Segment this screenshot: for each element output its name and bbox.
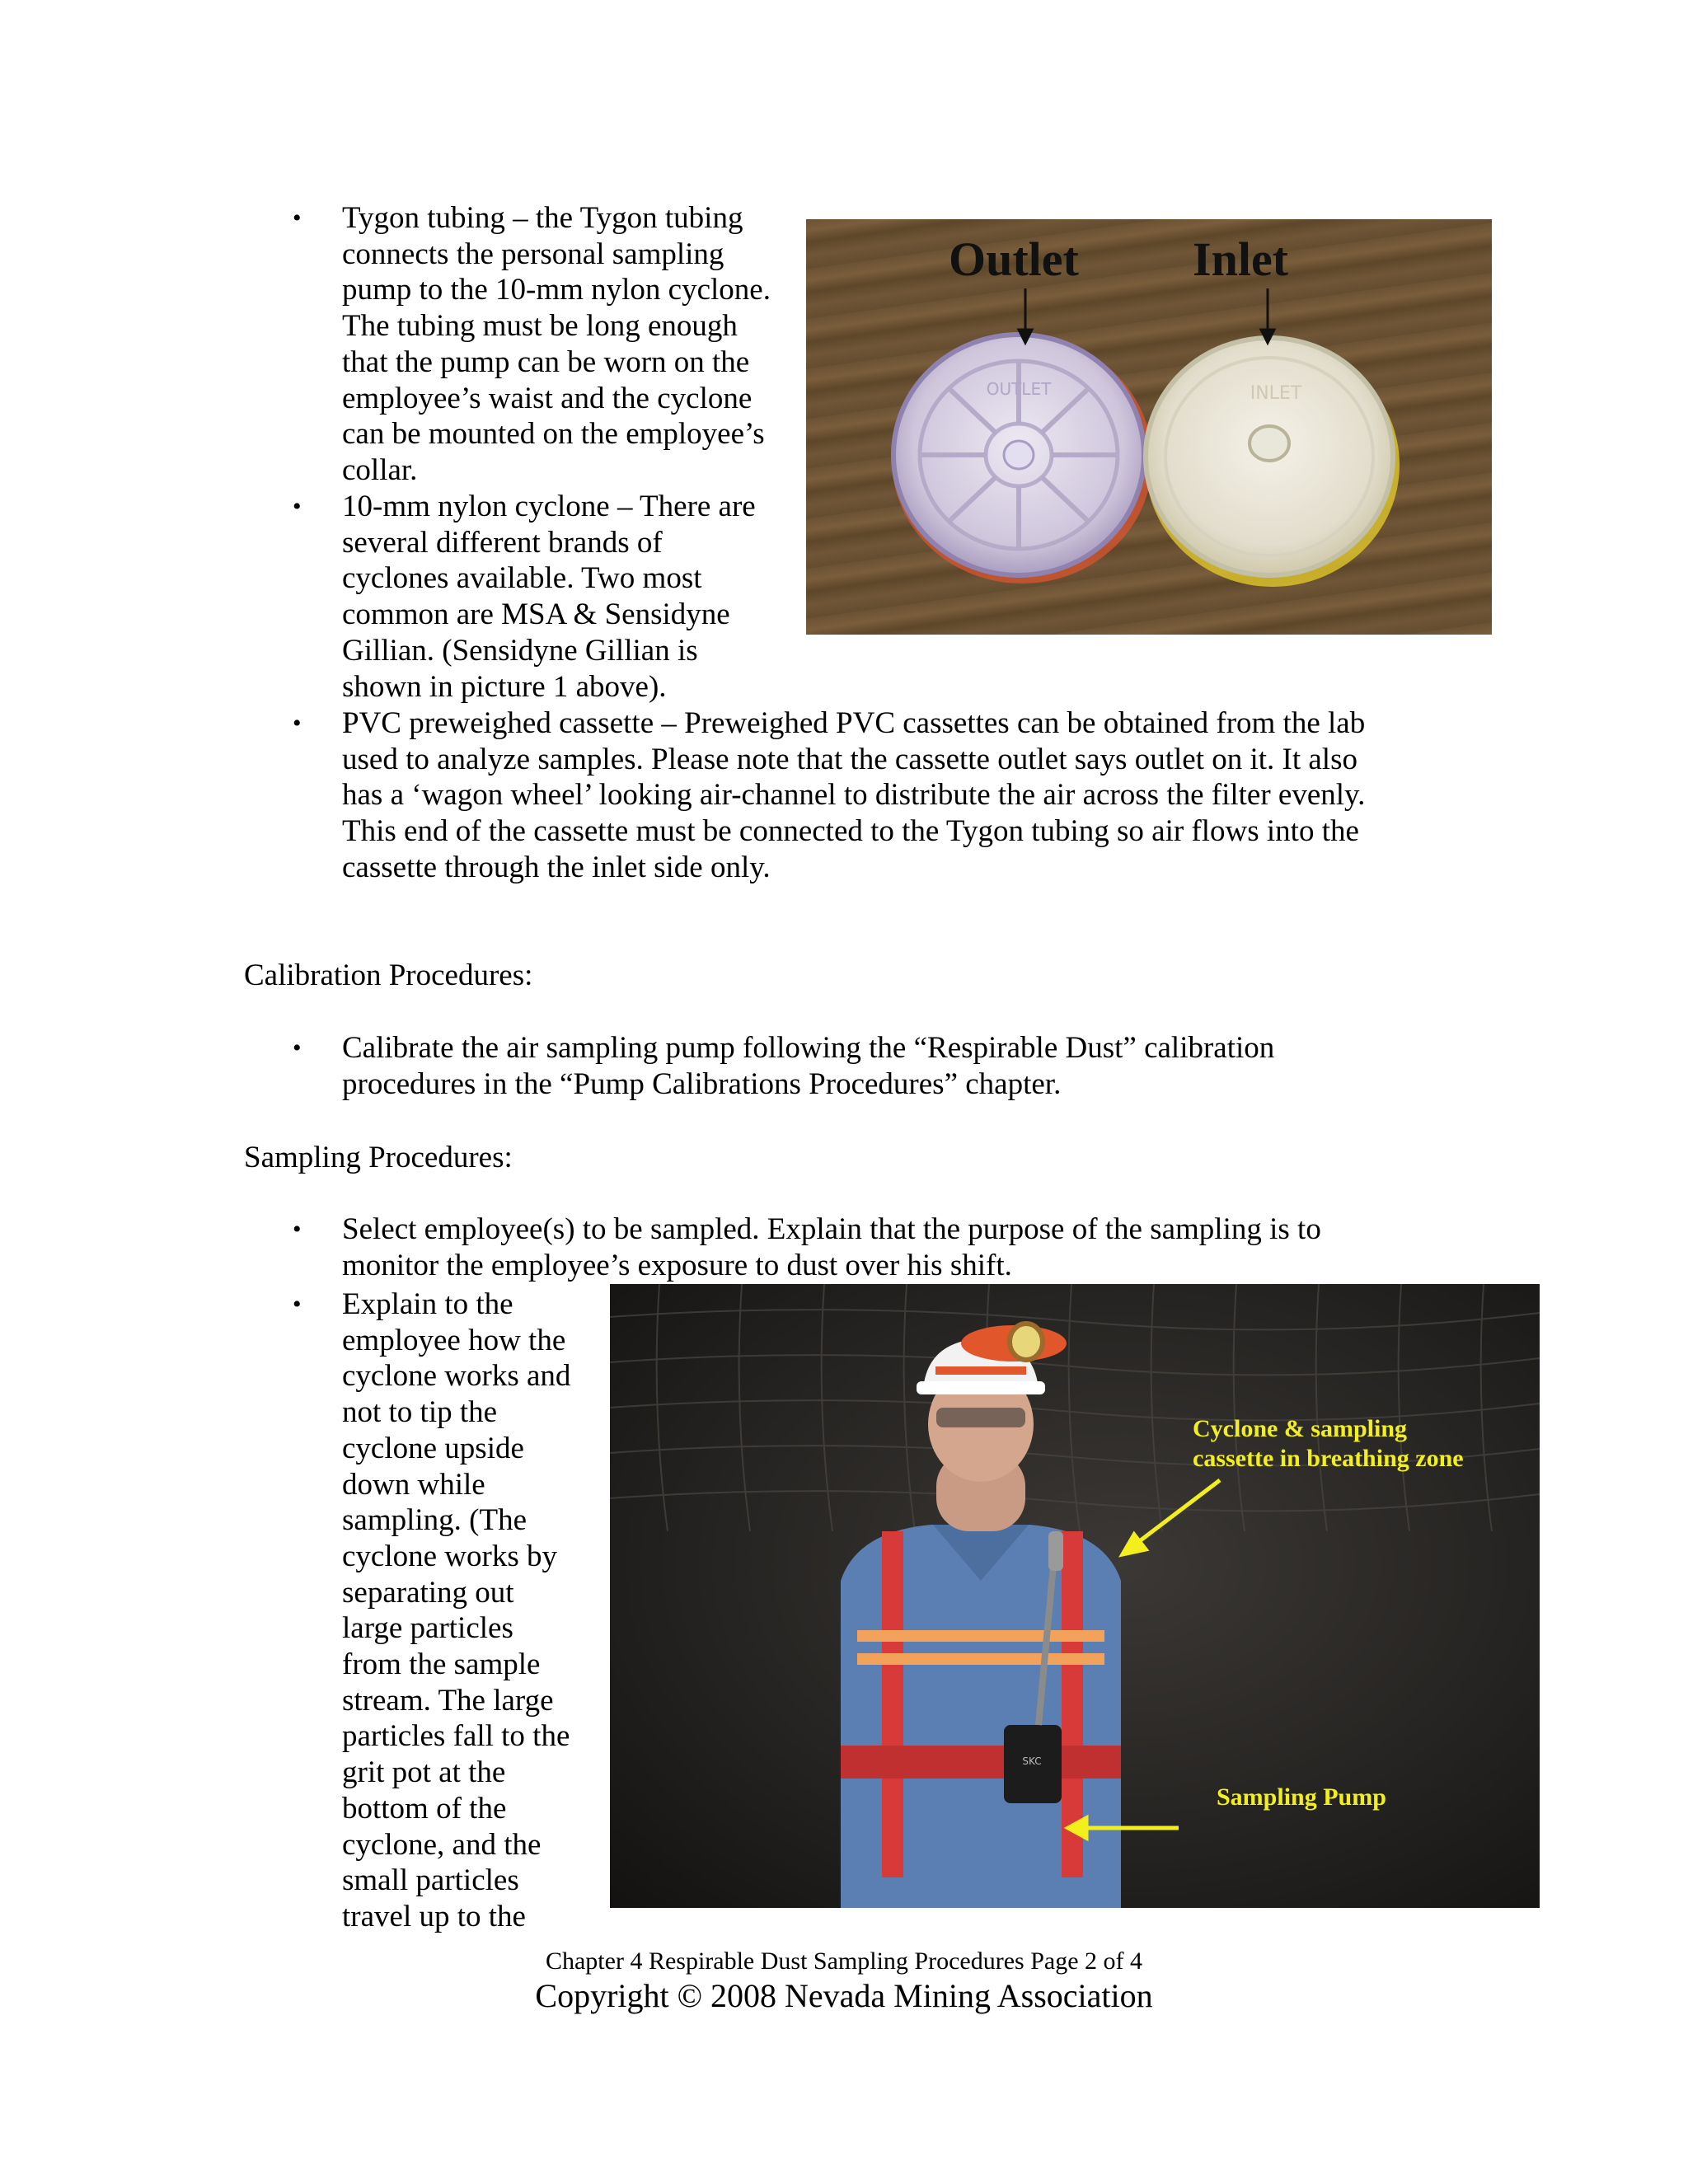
miner-photo [610, 1284, 1540, 1908]
text-line: large particles [342, 1611, 513, 1646]
sampling-heading: Sampling Procedures: [244, 1141, 513, 1174]
text-line: sampling. (The [342, 1503, 528, 1538]
bullet-select-text [342, 1212, 1321, 1283]
text-line: cassette through the inlet side only. [342, 850, 771, 884]
bullet-cyclone-marker: • [293, 493, 302, 520]
inlet-label: Inlet [1193, 232, 1288, 286]
caption-line: Cyclone & sampling [1193, 1415, 1408, 1442]
text-line: cyclone works by [342, 1539, 557, 1573]
bullet-calibrate-marker: • [293, 1034, 302, 1062]
text-line: employee how the [342, 1323, 566, 1357]
text-line: cyclone, and the [342, 1827, 542, 1862]
text-line: separating out [342, 1575, 514, 1610]
text-line: stream. The large [342, 1683, 554, 1718]
bullet-tygon-marker: • [293, 204, 302, 232]
text-line: bottom of the [342, 1791, 507, 1825]
text-line: particles fall to the [342, 1719, 570, 1754]
text-line: The tubing must be long enough [342, 309, 738, 344]
cassettes-illustration [806, 219, 1492, 635]
outlet-embossed-text: OUTLET [986, 379, 1052, 399]
text-line: employee’s waist and the cyclone [342, 381, 753, 415]
text-line: can be mounted on the employee’s [342, 417, 765, 452]
text-line: has a ‘wagon wheel’ looking air-channel to distribute the air across the filter evenly. [342, 778, 1366, 813]
text-line: down while [342, 1467, 485, 1502]
bullet-cyclone-text [342, 489, 756, 705]
text-line: procedures in the “Pump Calibrations Procedures” chapter. [342, 1066, 1062, 1101]
footer-page-line: Chapter 4 Respirable Dust Sampling Procedures Page 2 of 4 [545, 1947, 1143, 1975]
footer-copyright: Copyright © 2008 Nevada Mining Association [535, 1977, 1153, 2014]
bullet-select-marker: • [293, 1216, 302, 1243]
inlet-cassette [1146, 338, 1400, 587]
text-line: pump to the 10-mm nylon cyclone. [342, 273, 771, 307]
text-line: shown in picture 1 above). [342, 669, 667, 704]
text-line: Explain to the [342, 1287, 513, 1321]
text-line: from the sample [342, 1647, 541, 1682]
text-line: monitor the employee’s exposure to dust over his shift. [342, 1248, 1012, 1282]
bullet-pvc-text [342, 705, 1365, 886]
outlet-label: Outlet [949, 232, 1079, 286]
outlet-cassette [892, 335, 1152, 583]
inlet-embossed-text: INLET [1250, 383, 1302, 404]
caption-pump: Sampling Pump [1217, 1783, 1386, 1811]
bullet-tygon-text [342, 200, 771, 489]
text-line: Tygon tubing – the Tygon tubing [342, 201, 743, 235]
pouch-label-text: SKC [1022, 1755, 1042, 1767]
text-line: 10-mm nylon cyclone – There are [342, 490, 756, 523]
text-line: collar. [342, 452, 418, 487]
text-line: common are MSA & Sensidyne [342, 598, 730, 632]
text-line: grit pot at the [342, 1755, 506, 1790]
caption-cyclone [1193, 1414, 1464, 1474]
text-line: This end of the cassette must be connected to the Tygon tubing so air flows into the [342, 814, 1359, 849]
text-line: travel up to the [342, 1899, 526, 1933]
text-line: connects the personal sampling [342, 237, 724, 271]
miner-illustration [610, 1284, 1540, 1908]
text-line: cyclones available. Two most [342, 561, 702, 596]
text-line: not to tip the [342, 1395, 498, 1430]
text-line: several different brands of [342, 525, 663, 560]
bullet-explain-marker: • [293, 1291, 302, 1318]
bullet-explain-text [342, 1286, 570, 1935]
text-line: Calibrate the air sampling pump following the “Respirable Dust” calibration [342, 1031, 1275, 1065]
text-line: Gillian. (Sensidyne Gillian is [342, 633, 698, 668]
text-line: cyclone upside [342, 1431, 524, 1465]
bullet-calibrate-text [342, 1030, 1274, 1102]
cyclone-arrow-line [1131, 1480, 1220, 1548]
text-line: cyclone works and [342, 1359, 571, 1394]
cassettes-photo [806, 219, 1492, 635]
text-line: PVC preweighed cassette – Preweighed PVC cassettes can be obtained from the lab [342, 706, 1366, 740]
text-line: used to analyze samples. Please note that the cassette outlet says outlet on it. It also [342, 742, 1357, 776]
roof-mesh [610, 1284, 1540, 1531]
text-line: Select employee(s) to be sampled. Explain that the purpose of the sampling is to [342, 1212, 1321, 1246]
calibration-heading: Calibration Procedures: [244, 958, 533, 992]
bullet-pvc-marker: • [293, 710, 302, 737]
caption-line: cassette in breathing zone [1193, 1445, 1464, 1472]
text-line: small particles [342, 1863, 519, 1898]
text-line: that the pump can be worn on the [342, 344, 750, 379]
